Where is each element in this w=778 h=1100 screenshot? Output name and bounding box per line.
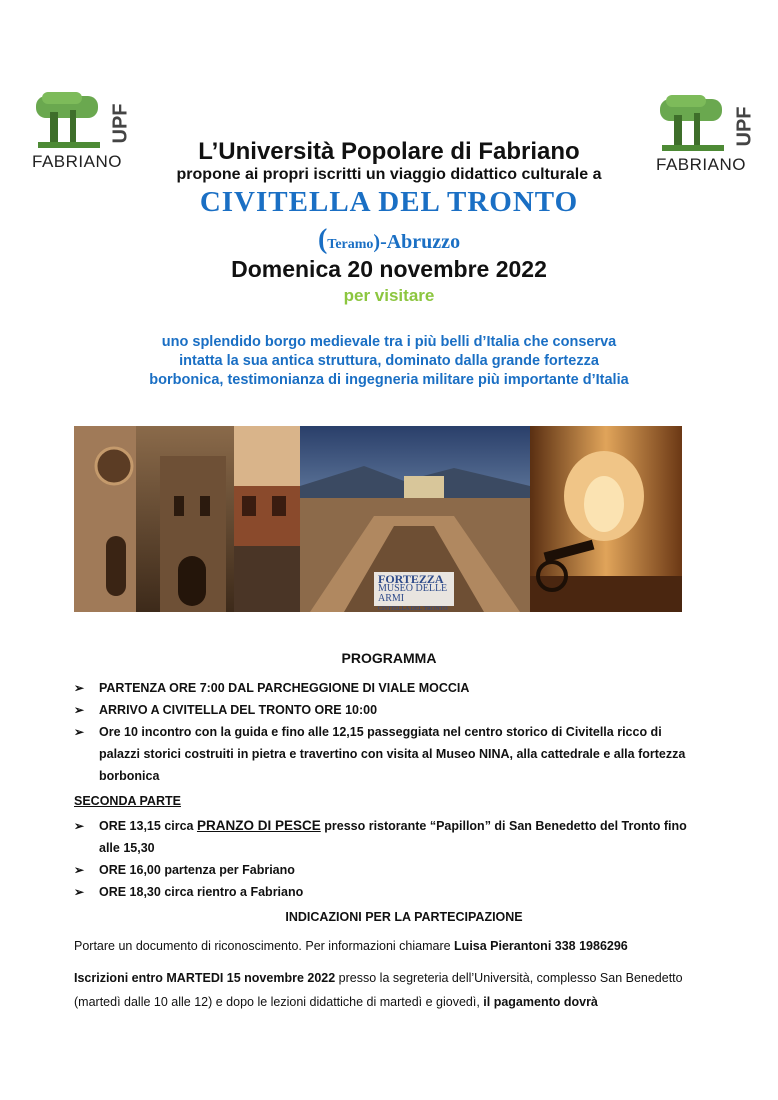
list-item xyxy=(74,699,694,721)
list-item xyxy=(74,859,694,881)
list-item xyxy=(74,721,694,787)
documents-text: Portare un documento di riconoscimento. Per informazioni chiamare xyxy=(74,939,455,953)
logo-mark: UPF xyxy=(733,106,756,147)
event-date: Domenica 20 novembre 2022 xyxy=(231,256,547,282)
intro-line: borbonica, testimonianza di ingegneria militare più importante d’Italia xyxy=(149,372,629,388)
region-name: )-Abruzzo xyxy=(373,231,461,253)
intro-paragraph xyxy=(80,333,698,390)
organizer-title: L’Università Popolare di Fabriano xyxy=(198,138,580,165)
programma-heading: PROGRAMMA xyxy=(341,650,437,666)
list-item-text: PARTENZA ORE 7:00 DAL PARCHEGGIONE DI VIALE MOCCIA xyxy=(99,681,470,695)
logo-wordmark: FABRIANO xyxy=(32,152,122,171)
region-paren: ( xyxy=(317,224,328,255)
lunch-prefix: ORE 13,15 circa xyxy=(99,819,197,833)
list-item xyxy=(74,881,694,903)
list-item-text: Ore 10 incontro con la guida e fino alle 12,15 passeggiata nel centro storico di Civitella ricco di palazzi storici costruiti in pietra e travertino con visita al Museo NINA, alla cattedrale e alla fortezza borbonica xyxy=(99,725,686,783)
arrow-bullet-icon: ➢ xyxy=(74,681,85,695)
arrow-bullet-icon: ➢ xyxy=(74,885,85,899)
photo-collage xyxy=(74,426,682,612)
region-line xyxy=(0,224,778,256)
list-item-text: ORE 16,00 partenza per Fabriano xyxy=(99,863,295,877)
payment-text: il pagamento dovrà xyxy=(483,995,598,1009)
intro-line: intatta la sua antica struttura, dominato dalla grande fortezza xyxy=(179,353,599,369)
registration-paragraph xyxy=(74,966,694,1014)
program-list-2 xyxy=(74,815,694,903)
logo-mark: UPF xyxy=(109,103,132,144)
arrow-bullet-icon: ➢ xyxy=(74,725,85,739)
arrow-bullet-icon: ➢ xyxy=(74,819,85,833)
arrow-bullet-icon: ➢ xyxy=(74,863,85,877)
purpose-line: per visitare xyxy=(343,286,435,305)
badge-title: FORTEZZA xyxy=(378,572,444,586)
lunch-suffix: presso ristorante “Papillon” di San Benedetto del Tronto fino alle 15,30 xyxy=(99,819,687,855)
fortezza-badge xyxy=(374,572,454,612)
badge-subtitle: MUSEO DELLE ARMI xyxy=(378,583,448,604)
contact-info: Luisa Pierantoni 338 1986296 xyxy=(454,939,628,953)
list-item xyxy=(74,677,694,699)
indicazioni-heading: INDICAZIONI PER LA PARTECIPAZIONE xyxy=(285,910,523,924)
program-list xyxy=(74,677,694,787)
badge-place: CIVITELLA DEL TRONTO xyxy=(378,606,448,612)
invitation-line: propone ai propri iscritti un viaggio didattico culturale a xyxy=(176,166,602,183)
documents-paragraph xyxy=(74,939,628,953)
list-item-text: ARRIVO A CIVITELLA DEL TRONTO ORE 10:00 xyxy=(99,703,378,717)
registration-text: presso la segreteria dell’Università, complesso San Benedetto (martedì dalle 10 alle 12) e dopo le lezioni didattiche di martedì e giovedì, xyxy=(74,971,683,1009)
logo-wordmark: FABRIANO xyxy=(656,155,746,174)
list-item-text: ORE 18,30 circa rientro a Fabriano xyxy=(99,885,304,899)
lunch-highlight: PRANZO DI PESCE xyxy=(196,818,321,833)
second-part-heading: SECONDA PARTE xyxy=(74,794,181,808)
list-item xyxy=(74,815,694,859)
registration-deadline: Iscrizioni entro MARTEDI 15 novembre 2022 xyxy=(74,971,336,985)
arrow-bullet-icon: ➢ xyxy=(74,703,85,717)
region-province: Teramo xyxy=(327,237,374,252)
intro-line: uno splendido borgo medievale tra i più belli d’Italia che conserva xyxy=(161,334,617,350)
destination-title: CIVITELLA DEL TRONTO xyxy=(199,186,579,218)
